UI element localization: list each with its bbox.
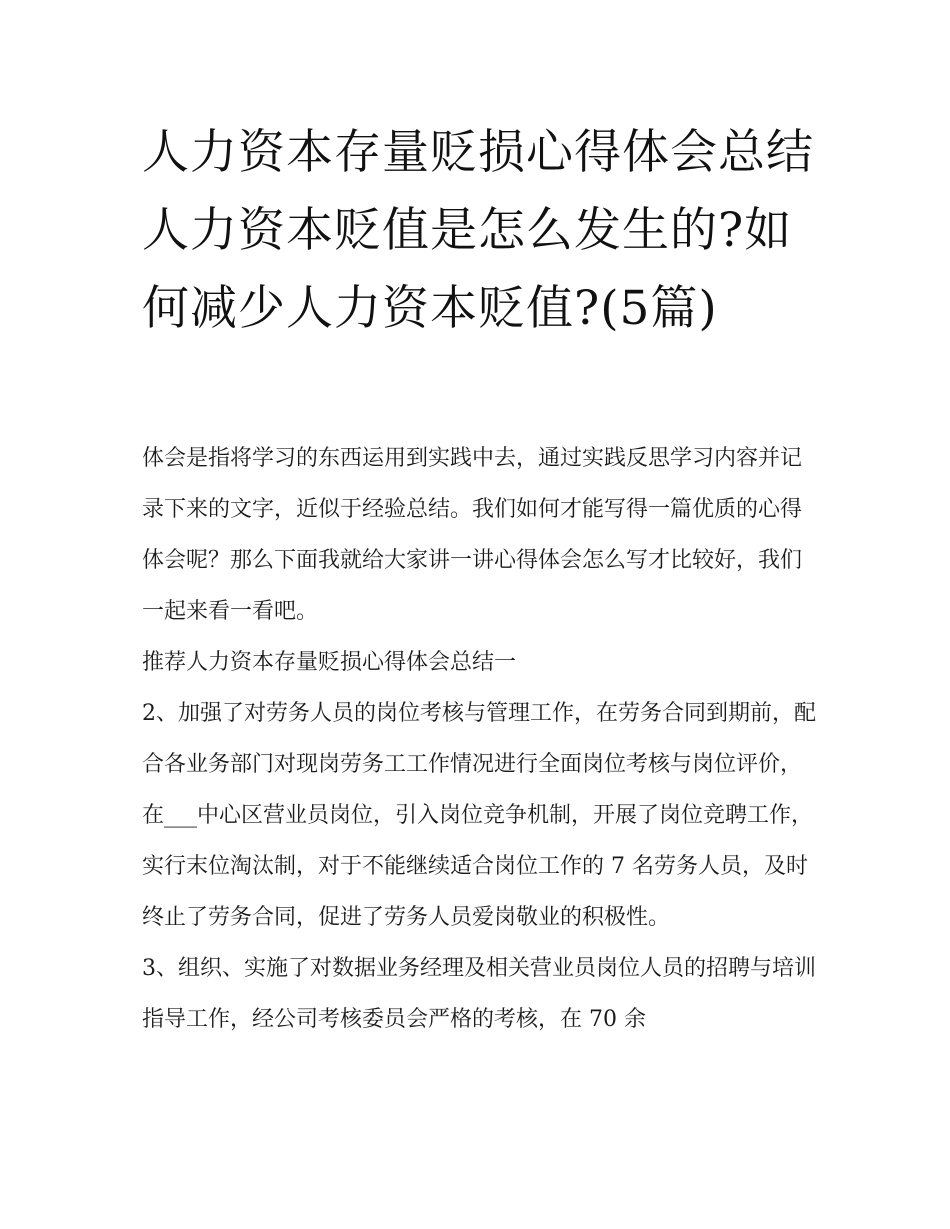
item-paragraph-2: 2、加强了对劳务人员的岗位考核与管理工作，在劳务合同到期前，配合各业务部门对现岗劳务工工作情况进行全面岗位考核与岗位评价，在___中心区营业员岗位，引入岗位竞争机制，开展了岗位竞聘工作，实行末位淘汰制，对于不能继续适合岗位工作的 7 名劳务人员，及时终止了劳务合同，促进了劳务人员爱岗敬业的积极性。 [142, 701, 816, 930]
section-heading: 推荐人力资本存量贬损心得体会总结一 [142, 650, 517, 675]
document-title: 人力资本存量贬损心得体会总结 人力资本贬值是怎么发生的?如何减少人力资本贬值?(5篇) [142, 125, 814, 336]
intro-paragraph: 体会是指将学习的东西运用到实践中去，通过实践反思学习内容并记录下来的文字，近似于经验总结。我们如何才能写得一篇优质的心得体会呢？那么下面我就给大家讲一讲心得体会怎么写才比较好，我们一起来看一看吧。 [142, 446, 803, 624]
item-paragraph-3: 3、组织、实施了对数据业务经理及相关营业员岗位人员的招聘与培训指导工作，经公司考核委员会严格的考核，在 70 余 [142, 956, 816, 1032]
document-body [142, 433, 817, 1045]
